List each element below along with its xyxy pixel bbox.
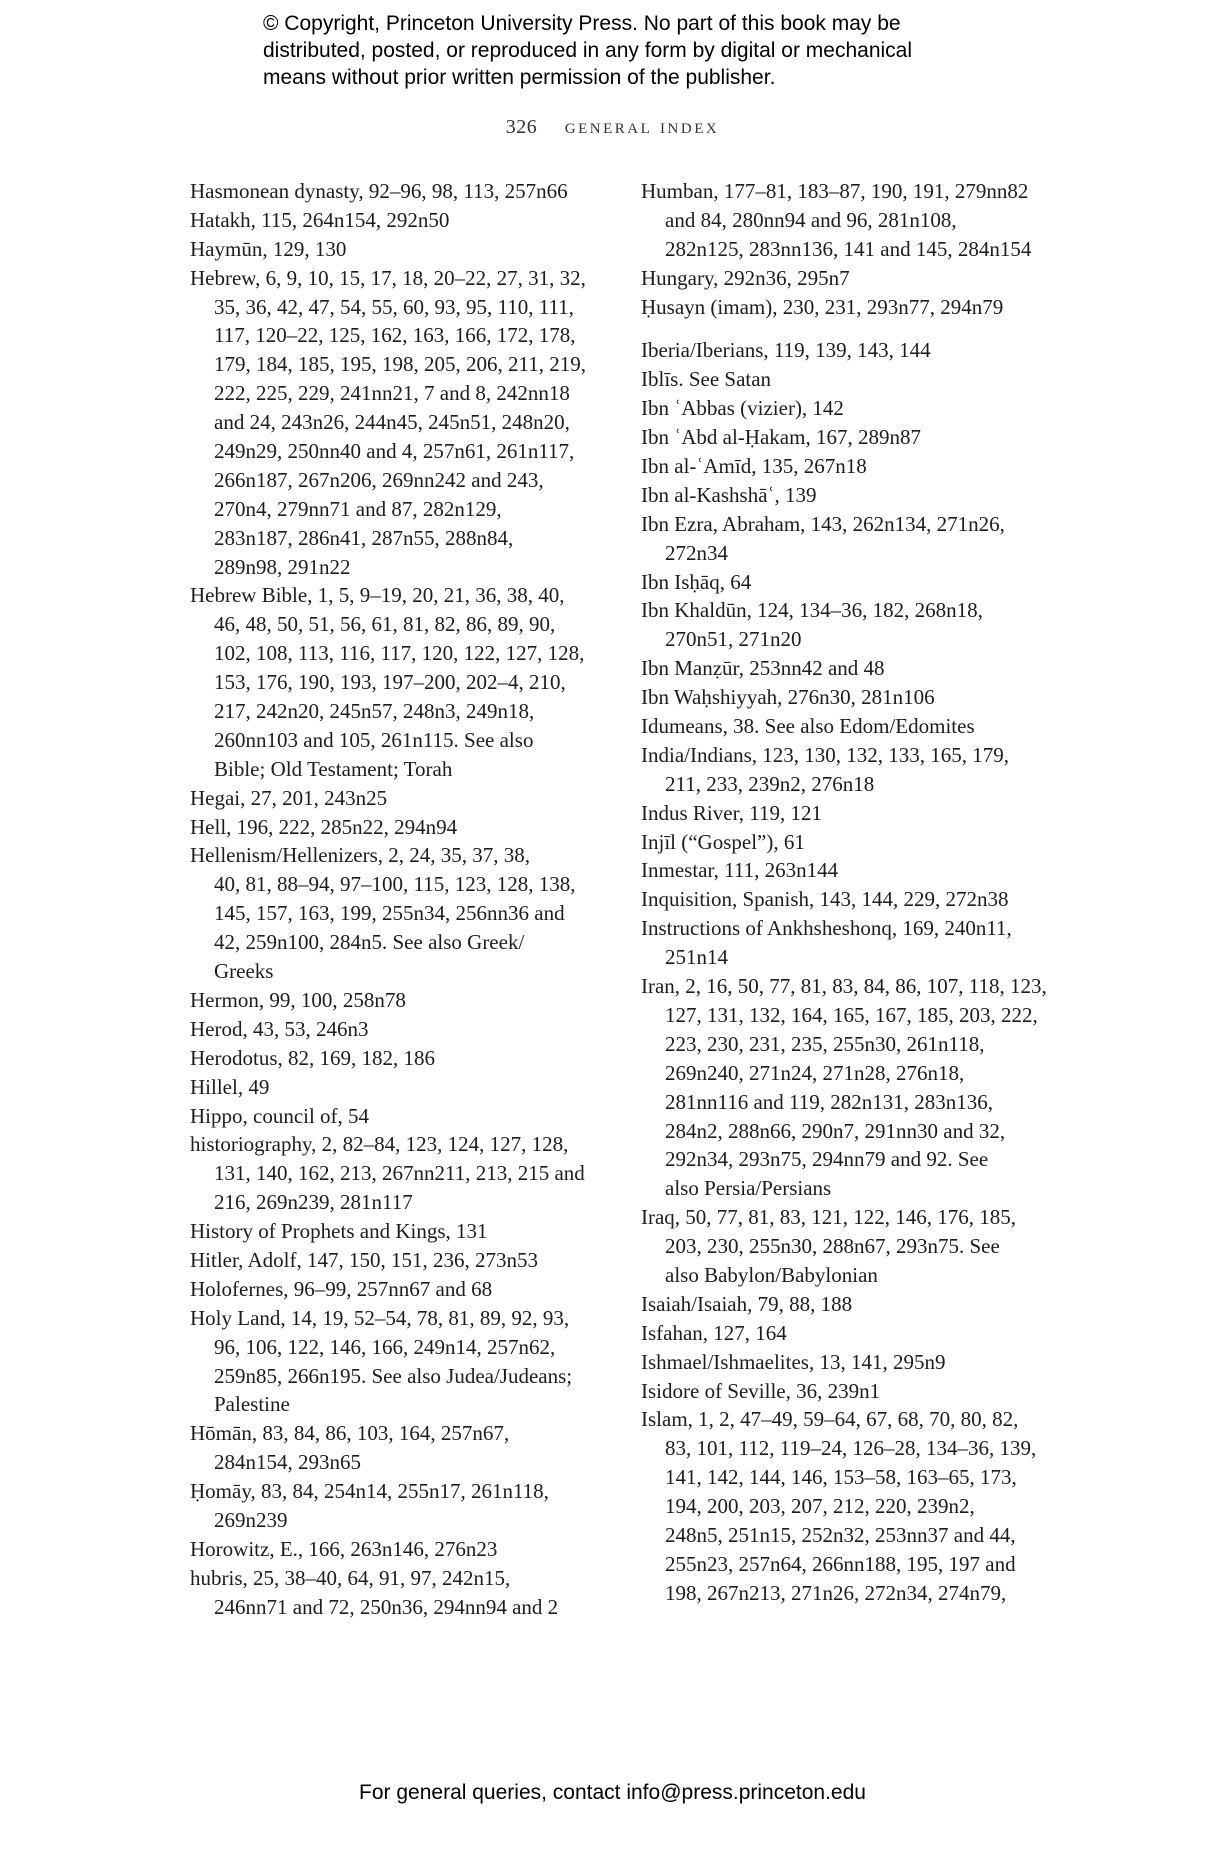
index-entry-continuation: 217, 242n20, 245n57, 248n3, 249n18, bbox=[214, 699, 535, 724]
index-entry-continuation: 40, 81, 88–94, 97–100, 115, 123, 128, 138, bbox=[214, 872, 576, 897]
index-entry: Ibn al-Kashshāʿ, 139 bbox=[641, 482, 817, 507]
index-entry-continuation: 269n239 bbox=[214, 1507, 288, 1532]
index-entry-continuation: 284n2, 288n66, 290n7, 291nn30 and 32, bbox=[665, 1118, 1006, 1143]
index-entry-continuation: also Persia/Persians bbox=[665, 1176, 832, 1201]
index-entry: Hermon, 99, 100, 258n78 bbox=[190, 987, 406, 1012]
footer-contact: For general queries, contact info@press.princeton.edu bbox=[359, 1781, 866, 1804]
index-entry: Ishmael/Ishmaelites, 13, 141, 295n9 bbox=[641, 1349, 946, 1374]
index-entry: Holofernes, 96–99, 257nn67 and 68 bbox=[190, 1276, 493, 1301]
index-entry: Herodotus, 82, 169, 182, 186 bbox=[190, 1045, 435, 1070]
copyright-line: means without prior written permission of the publisher. bbox=[263, 66, 776, 89]
index-entry-continuation: 260nn103 and 105, 261n115. See also bbox=[214, 727, 534, 752]
index-entry: Ibn ʿAbbas (vizier), 142 bbox=[641, 396, 844, 421]
index-entry-continuation: 251n14 bbox=[665, 945, 728, 970]
index-entry: India/Indians, 123, 130, 132, 133, 165, 179, bbox=[641, 742, 1010, 767]
index-entry-continuation: 127, 131, 132, 164, 165, 167, 185, 203, 222, bbox=[665, 1002, 1038, 1027]
index-entry: Isfahan, 127, 164 bbox=[641, 1320, 787, 1345]
index-entry: Indus River, 119, 121 bbox=[641, 800, 822, 825]
index-entry: Iblīs. See Satan bbox=[641, 367, 772, 392]
index-entry: Holy Land, 14, 19, 52–54, 78, 81, 89, 92, 93, bbox=[190, 1305, 570, 1330]
index-entry: hubris, 25, 38–40, 64, 91, 97, 242n15, bbox=[190, 1565, 511, 1590]
running-head bbox=[0, 114, 1225, 139]
index-entry-continuation: 153, 176, 190, 193, 197–200, 202–4, 210, bbox=[214, 670, 566, 695]
index-entry-continuation: Palestine bbox=[214, 1392, 290, 1417]
index-entry: Hungary, 292n36, 295n7 bbox=[641, 265, 850, 290]
index-entry-continuation: 141, 142, 144, 146, 153–58, 163–65, 173, bbox=[665, 1465, 1017, 1490]
index-entry-continuation: 272n34 bbox=[665, 540, 728, 565]
index-entry: Hebrew, 6, 9, 10, 15, 17, 18, 20–22, 27, 31, 32, bbox=[190, 265, 586, 290]
index-entry-continuation: Bible; Old Testament; Torah bbox=[214, 756, 453, 781]
index-entry: Iran, 2, 16, 50, 77, 81, 83, 84, 86, 107, 118, 123, bbox=[641, 974, 1047, 999]
index-entry: Hōmān, 83, 84, 86, 103, 164, 257n67, bbox=[190, 1421, 510, 1446]
index-entry: Hasmonean dynasty, 92–96, 98, 113, 257n66 bbox=[190, 179, 568, 203]
index-entry: Hell, 196, 222, 285n22, 294n94 bbox=[190, 814, 458, 839]
index-entry: Instructions of Ankhsheshonq, 169, 240n11, bbox=[641, 916, 1012, 941]
index-entry-continuation: 203, 230, 255n30, 288n67, 293n75. See bbox=[665, 1234, 1000, 1259]
index-entry: Inquisition, Spanish, 143, 144, 229, 272n38 bbox=[641, 887, 1009, 912]
index-entry: Isaiah/Isaiah, 79, 88, 188 bbox=[641, 1291, 853, 1316]
running-head-title: general index bbox=[564, 114, 720, 138]
index-entry-continuation: 117, 120–22, 125, 162, 163, 166, 172, 178, bbox=[214, 323, 576, 348]
index-entry: Islam, 1, 2, 47–49, 59–64, 67, 68, 70, 80, 82, bbox=[641, 1407, 1019, 1432]
index-entry-continuation: Greeks bbox=[214, 959, 274, 984]
index-entry-continuation: 248n5, 251n15, 252n32, 253nn37 and 44, bbox=[665, 1522, 1016, 1547]
index-entry: Ibn al-ʿAmīd, 135, 267n18 bbox=[641, 454, 867, 479]
index-entry: Inmestar, 111, 263n144 bbox=[641, 858, 839, 883]
index-entry-continuation: 259n85, 266n195. See also Judea/Judeans; bbox=[214, 1363, 573, 1388]
index-entry: Ibn Ezra, Abraham, 143, 262n134, 271n26, bbox=[641, 511, 1005, 536]
index-entry: Hillel, 49 bbox=[190, 1074, 270, 1099]
copyright-line: © Copyright, Princeton University Press. No part of this book may be bbox=[263, 12, 901, 35]
index-entry: Isidore of Seville, 36, 239n1 bbox=[641, 1378, 881, 1403]
index-entry-continuation: 83, 101, 112, 119–24, 126–28, 134–36, 139, bbox=[665, 1436, 1037, 1461]
index-entry-continuation: 270n51, 271n20 bbox=[665, 627, 802, 652]
index-entry-continuation: 249n29, 250nn40 and 4, 257n61, 261n117, bbox=[214, 439, 575, 464]
index-entry: historiography, 2, 82–84, 123, 124, 127, 128, bbox=[190, 1132, 569, 1157]
index-entry-continuation: 42, 259n100, 284n5. See also Greek/ bbox=[214, 930, 525, 955]
copyright-notice bbox=[263, 10, 1023, 91]
index-entry: Ḥomāy, 83, 84, 254n14, 255n17, 261n118, bbox=[190, 1479, 549, 1504]
index-entry-continuation: 198, 267n213, 271n26, 272n34, 274n79, bbox=[665, 1580, 1007, 1605]
index-entry: Injīl (“Gospel”), 61 bbox=[641, 829, 805, 854]
index-entry-continuation: and 24, 243n26, 244n45, 245n51, 248n20, bbox=[214, 410, 570, 435]
index-entry-continuation: 211, 233, 239n2, 276n18 bbox=[665, 771, 875, 796]
index-entry: Ḥusayn (imam), 230, 231, 293n77, 294n79 bbox=[641, 294, 1004, 319]
index-entry: Haymūn, 129, 130 bbox=[190, 236, 347, 261]
index-entry: Hegai, 27, 201, 243n25 bbox=[190, 785, 388, 810]
index-entry-continuation: 289n98, 291n22 bbox=[214, 554, 351, 579]
index-entry-continuation: 282n125, 283nn136, 141 and 145, 284n154 bbox=[665, 236, 1032, 261]
index-entry: Herod, 43, 53, 246n3 bbox=[190, 1016, 369, 1041]
index-entry: Hippo, council of, 54 bbox=[190, 1103, 370, 1128]
index-entry: History of Prophets and Kings, 131 bbox=[190, 1219, 488, 1244]
index-entry: Ibn Manẓūr, 253nn42 and 48 bbox=[641, 656, 885, 681]
index-entry-continuation: 35, 36, 42, 47, 54, 55, 60, 93, 95, 110, 111, bbox=[214, 294, 574, 319]
index-entry: Hitler, Adolf, 147, 150, 151, 236, 273n53 bbox=[190, 1247, 538, 1272]
index-entry: Ibn Waḥshiyyah, 276n30, 281n106 bbox=[641, 685, 935, 710]
index-entry: Horowitz, E., 166, 263n146, 276n23 bbox=[190, 1536, 498, 1561]
index-entry-continuation: 223, 230, 231, 235, 255n30, 261n118, bbox=[665, 1031, 985, 1056]
index-entry-continuation: 216, 269n239, 281n117 bbox=[214, 1190, 413, 1215]
index-entry-continuation: 222, 225, 229, 241nn21, 7 and 8, 242nn18 bbox=[214, 381, 570, 406]
index-entry: Hatakh, 115, 264n154, 292n50 bbox=[190, 207, 450, 232]
index-entry-continuation: 283n187, 286n41, 287n55, 288n84, bbox=[214, 525, 514, 550]
index-entry-continuation: 284n154, 293n65 bbox=[214, 1450, 361, 1475]
index-entry-continuation: 46, 48, 50, 51, 56, 61, 81, 82, 86, 89, 90, bbox=[214, 612, 556, 637]
index-entry-continuation: 194, 200, 203, 207, 212, 220, 239n2, bbox=[665, 1494, 975, 1519]
index-entry: Ibn Isḥāq, 64 bbox=[641, 569, 752, 594]
index-entry: Iraq, 50, 77, 81, 83, 121, 122, 146, 176, 185, bbox=[641, 1205, 1017, 1230]
index-entry-continuation: 102, 108, 113, 116, 117, 120, 122, 127, 128, bbox=[214, 641, 585, 666]
page-number: 326 bbox=[505, 116, 538, 138]
index-section-gap bbox=[641, 321, 1061, 336]
copyright-line: distributed, posted, or reproduced in any form by digital or mechanical bbox=[263, 39, 913, 62]
index-entry: Idumeans, 38. See also Edom/Edomites bbox=[641, 714, 975, 739]
index-entry-continuation: 270n4, 279nn71 and 87, 282n129, bbox=[214, 496, 502, 521]
index-entry: Ibn Khaldūn, 124, 134–36, 182, 268n18, bbox=[641, 598, 983, 623]
index-column-left bbox=[190, 177, 610, 1622]
index-entry-continuation: also Babylon/Babylonian bbox=[665, 1262, 878, 1287]
index-entry-continuation: 255n23, 257n64, 266nn188, 195, 197 and bbox=[665, 1551, 1016, 1576]
index-entry-continuation: 96, 106, 122, 146, 166, 249n14, 257n62, bbox=[214, 1334, 556, 1359]
index-entry-continuation: 131, 140, 162, 213, 267nn211, 213, 215 and bbox=[214, 1161, 585, 1186]
index-entry-continuation: 292n34, 293n75, 294nn79 and 92. See bbox=[665, 1147, 989, 1172]
index-entry-continuation: 179, 184, 185, 195, 198, 205, 206, 211, 219, bbox=[214, 352, 586, 377]
index-entry-continuation: and 84, 280nn94 and 96, 281n108, bbox=[665, 207, 957, 232]
index-entry: Ibn ʿAbd al-Ḥakam, 167, 289n87 bbox=[641, 425, 921, 450]
index-entry-continuation: 281nn116 and 119, 282n131, 283n136, bbox=[665, 1089, 994, 1114]
index-entry-continuation: 145, 157, 163, 199, 255n34, 256nn36 and bbox=[214, 901, 565, 926]
index-column-right bbox=[641, 177, 1061, 1608]
index-entry-continuation: 246nn71 and 72, 250n36, 294nn94 and 2 bbox=[214, 1594, 559, 1619]
index-entry-continuation: 266n187, 267n206, 269nn242 and 243, bbox=[214, 467, 544, 492]
index-entry: Humban, 177–81, 183–87, 190, 191, 279nn82 bbox=[641, 179, 1029, 203]
index-entry: Hellenism/Hellenizers, 2, 24, 35, 37, 38, bbox=[190, 843, 531, 868]
index-entry: Hebrew Bible, 1, 5, 9–19, 20, 21, 36, 38, 40, bbox=[190, 583, 565, 608]
index-entry: Iberia/Iberians, 119, 139, 143, 144 bbox=[641, 338, 931, 363]
index-entry-continuation: 269n240, 271n24, 271n28, 276n18, bbox=[665, 1060, 965, 1085]
